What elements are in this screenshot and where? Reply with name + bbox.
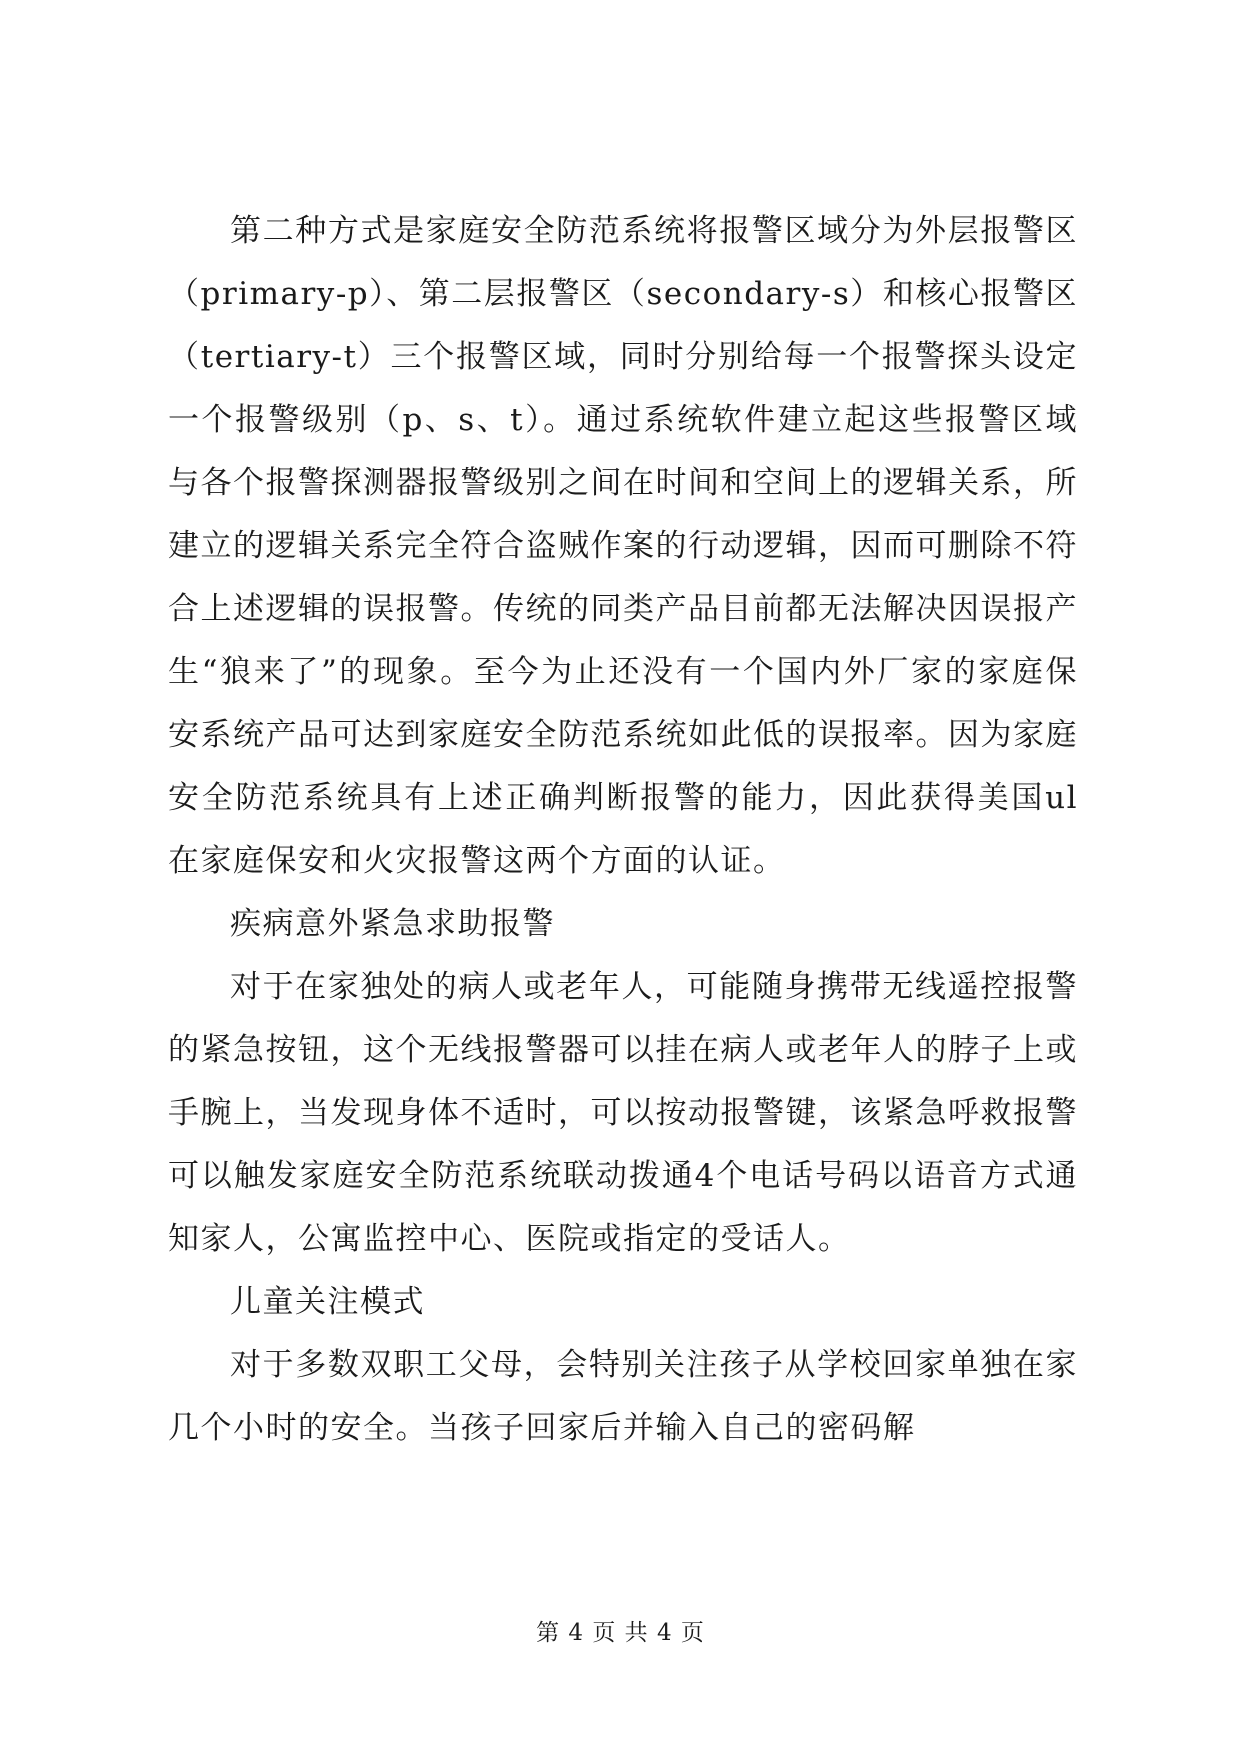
- document-body: [168, 200, 1078, 1460]
- paragraph-alarm-zones: 第二种方式是家庭安全防范系统将报警区域分为外层报警区（primary-p）、第二层报警区（secondary-s）和核心报警区（tertiary-t）三个报警区域，同时分别给每一个报警探头设定一个报警级别（p、s、t）。通过系统软件建立起这些报警区域与各个报警探测器报警级别之间在时间和空间上的逻辑关系，所建立的逻辑关系完全符合盗贼作案的行动逻辑，因而可删除不符合上述逻辑的误报警。传统的同类产品目前都无法解决因误报产生“狼来了”的现象。至今为止还没有一个国内外厂家的家庭保安系统产品可达到家庭安全防范系统如此低的误报率。因为家庭安全防范系统具有上述正确判断报警的能力，因此获得美国ul在家庭保安和火灾报警这两个方面的认证。: [168, 213, 1078, 879]
- page-number-footer: 第 4 页 共 4 页: [536, 1620, 705, 1646]
- section-heading-child-mode: 儿童关注模式: [230, 1284, 425, 1320]
- paragraph-emergency-alarm: 对于在家独处的病人或老年人，可能随身携带无线遥控报警的紧急按钮，这个无线报警器可以挂在病人或老年人的脖子上或手腕上，当发现身体不适时，可以按动报警键，该紧急呼救报警可以触发家庭安全防范系统联动拨通4个电话号码以语音方式通知家人，公寓监控中心、医院或指定的受话人。: [168, 969, 1078, 1257]
- section-heading-emergency-alarm: 疾病意外紧急求助报警: [230, 906, 555, 942]
- paragraph-child-mode: 对于多数双职工父母，会特别关注孩子从学校回家单独在家几个小时的安全。当孩子回家后并输入自己的密码解: [168, 1347, 1078, 1446]
